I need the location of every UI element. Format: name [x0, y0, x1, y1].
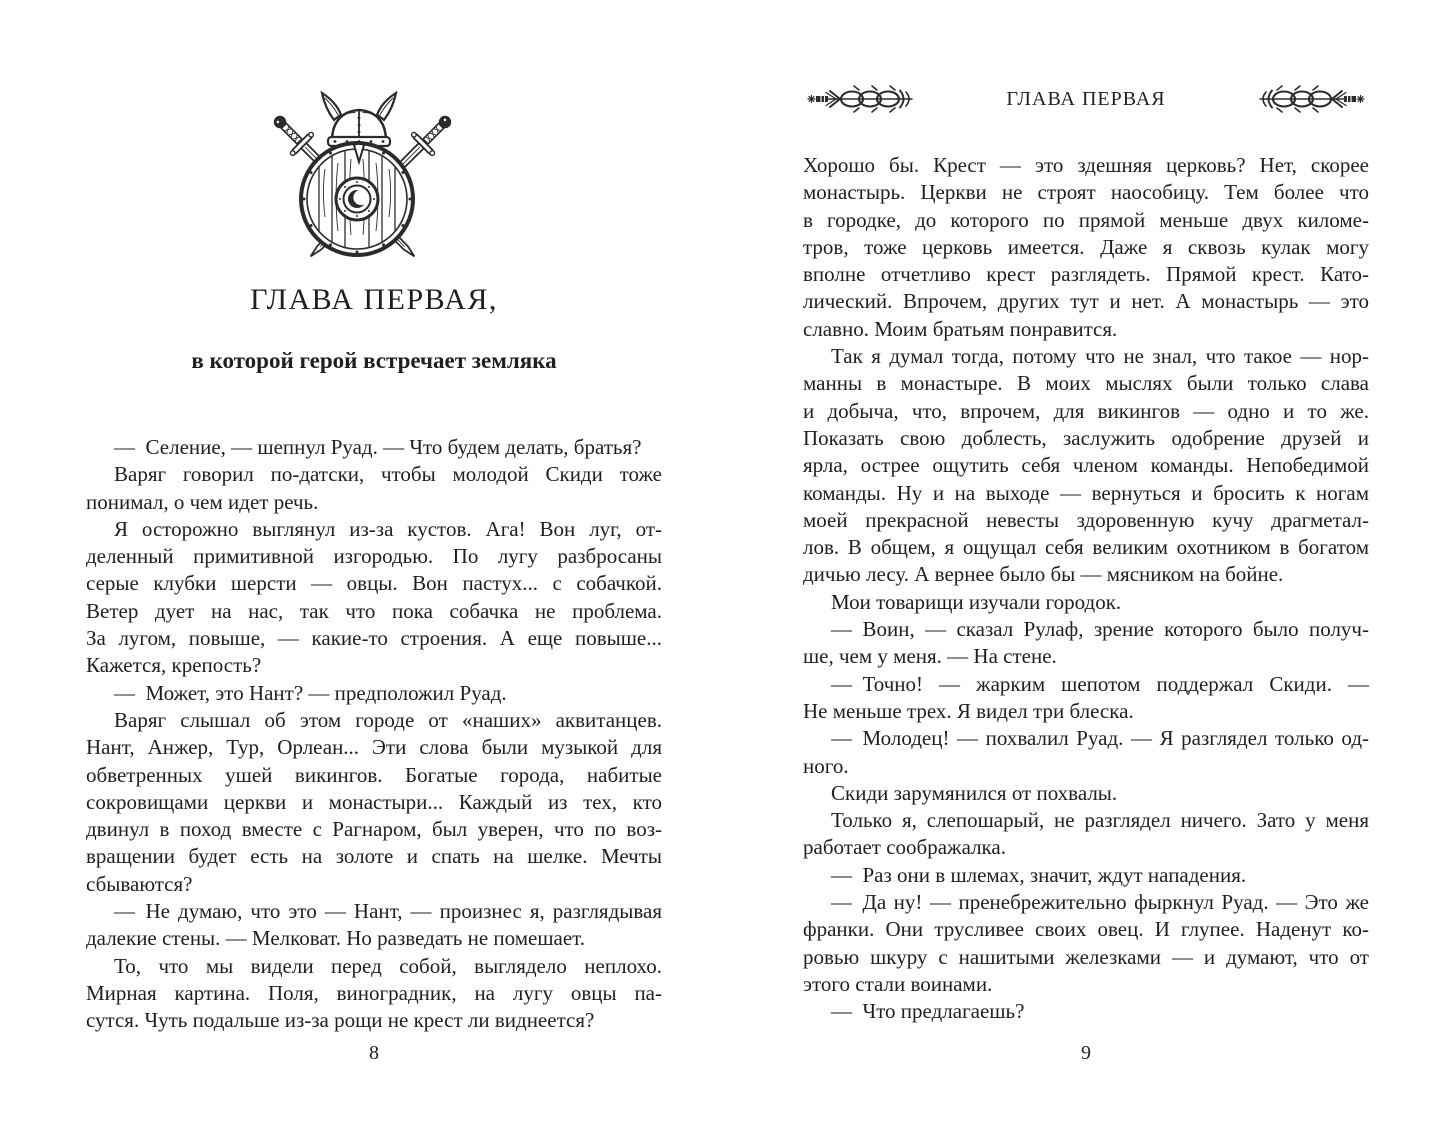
paragraph	[803, 862, 1369, 889]
text-line: тров, тоже церковь имеется. Даже я сквозь кулак могу	[803, 234, 1369, 259]
text-line: команды. Ну и на выходе — вернуться и бросить к ногам	[803, 480, 1369, 505]
sword-braid-ornament-right-icon	[1256, 84, 1366, 114]
text-line: Только я, слепошарый, не разглядел ничего. Зато у меня	[831, 808, 1369, 833]
paragraph	[803, 616, 1369, 671]
text-line: За лугом, повыше, — какие-то строения. А еще повыше...	[86, 626, 662, 651]
text-line: Скиди зарумянился от похвалы.	[831, 780, 1118, 805]
text-line: — Молодец! — похвалил Руад. — Я разглядел только од-	[831, 726, 1369, 751]
paragraph	[803, 152, 1369, 343]
text-line: — Воин, — сказал Рулаф, зрение которого было получ-	[831, 617, 1369, 642]
paragraph	[803, 780, 1369, 807]
paragraph	[803, 589, 1369, 616]
text-line: — Раз они в шлемах, значит, ждут нападения.	[831, 862, 1247, 887]
paragraph	[86, 434, 662, 461]
text-line: Мирная картина. Поля, виноградник, на лугу овцы па-	[86, 980, 662, 1005]
text-line: Не меньше трех. Я видел три блеска.	[803, 698, 1134, 723]
paragraph	[803, 725, 1369, 780]
text-line: — Селение, — шепнул Руад. — Что будем делать, братья?	[114, 435, 642, 459]
text-line: манны в монастыре. В моих мыслях были только слава	[803, 371, 1369, 396]
text-line: франки. Они трусливее своих овец. И глупее. Наденут ко-	[803, 917, 1369, 942]
text-line: работает соображалка.	[803, 835, 1007, 860]
paragraph	[86, 707, 662, 898]
text-line: дичью лесу. А вернее было бы — мясником на бойне.	[803, 562, 1284, 587]
paragraph	[86, 680, 662, 707]
paragraph	[803, 807, 1369, 862]
body-text-left	[86, 434, 662, 1035]
text-line: сутся. Чуть подальше из-за рощи не крест ли виднеется?	[86, 1008, 595, 1033]
text-line: и добыча, что, впрочем, для викингов — одно и то же.	[803, 398, 1369, 423]
text-line: Ветер дует на нас, так что пока собачка не проблема.	[86, 598, 662, 623]
paragraph	[86, 461, 662, 516]
text-line: Мои товарищи изучали городок.	[831, 589, 1122, 614]
text-line: монастырь. Церкви не строят наособицу. Тем более что	[803, 180, 1369, 205]
text-line: ярла, острее ощутить себя членом команды. Непобедимой	[803, 453, 1369, 478]
text-line: ровью шкуру с нашитыми железками — и думают, что от	[803, 944, 1369, 969]
text-line: — Что предлагаешь?	[831, 999, 1025, 1024]
text-line: То, что мы видели перед собой, выглядело неплохо.	[114, 953, 662, 978]
helmet-shield-swords-icon	[270, 85, 455, 262]
text-line: Варяг говорил по-датски, чтобы молодой Скиди тоже	[114, 462, 662, 487]
chapter-title: ГЛАВА ПЕРВАЯ,	[250, 283, 498, 316]
text-line: вращении будет есть на золоте и спать на шелке. Мечты	[86, 844, 662, 869]
text-line: двинул в поход вместе с Рагнаром, был уверен, что по воз-	[86, 817, 662, 842]
paragraph	[803, 343, 1369, 589]
text-line: Так я думал тогда, потому что не знал, что такое — нор-	[831, 344, 1369, 369]
text-line: вполне отчетливо крест разглядеть. Прямой крест. Като-	[803, 262, 1369, 287]
text-line: Я осторожно выглянул из-за кустов. Ага! Вон луг, от-	[114, 516, 662, 541]
text-line: — Да ну! — пренебрежительно фыркнул Руад. — Это же	[831, 890, 1369, 915]
running-head: ГЛАВА ПЕРВАЯ	[1006, 88, 1166, 110]
text-line: Нант, Анжер, Тур, Орлеан... Эти слова были музыкой для	[86, 735, 662, 760]
paragraph	[803, 671, 1369, 726]
text-line: Варяг слышал об этом городе от «наших» аквитанцев.	[114, 707, 662, 732]
text-line: сбываются?	[86, 871, 193, 896]
paragraph	[803, 889, 1369, 998]
text-line: обветренных ушей викингов. Богатые города, набитые	[86, 762, 662, 787]
page-right	[722, 0, 1445, 1129]
text-line: — Точно! — жарким шепотом поддержал Скиди. —	[831, 671, 1369, 696]
text-line: ше, чем у меня. — На стене.	[803, 644, 1057, 669]
page-number-left: 8	[369, 1042, 379, 1064]
paragraph	[86, 516, 662, 680]
text-line: ного.	[803, 753, 849, 778]
text-line: деленный примитивной изгородью. По лугу разбросаны	[86, 544, 662, 569]
viking-shield-illustration	[270, 85, 455, 262]
text-line: моей прекрасной невесты здоровенную кучу драгметал-	[803, 507, 1369, 532]
paragraph	[86, 898, 662, 953]
page-left	[0, 0, 722, 1129]
text-line: понимал, о чем идет речь.	[86, 489, 319, 514]
text-line: лов. В общем, я ощущал себя великим охотником в богатом	[803, 535, 1369, 560]
text-line: далекие стены. — Мелковат. Но разведать не помешает.	[86, 926, 586, 951]
text-line: — Не думаю, что это — Нант, — произнес я, разглядывая	[114, 899, 662, 924]
text-line: сокровищами церкви и монастыри... Каждый из тех, кто	[86, 789, 662, 814]
text-line: серые клубки шерсти — овцы. Вон пастух... с собачкой.	[86, 571, 662, 596]
text-line: Кажется, крепость?	[86, 653, 262, 678]
text-line: лический. Впрочем, других тут и нет. А монастырь — это	[803, 289, 1369, 314]
chapter-subtitle: в которой герой встречает земляка	[191, 348, 557, 373]
text-line: — Может, это Нант? — предположил Руад.	[114, 680, 507, 705]
paragraph	[86, 953, 662, 1035]
body-text-right	[803, 152, 1369, 1026]
text-line: славно. Моим братьям понравится.	[803, 316, 1118, 341]
text-line: Показать свою доблесть, заслужить одобрение друзей и	[803, 425, 1369, 450]
page-number-right: 9	[1081, 1042, 1091, 1064]
paragraph	[803, 998, 1369, 1025]
text-line: Хорошо бы. Крест — это здешняя церковь? Нет, скорее	[803, 153, 1369, 177]
text-line: в городке, до которого по прямой меньше двух киломе-	[803, 207, 1369, 232]
text-line: этого стали воинами.	[803, 971, 993, 996]
